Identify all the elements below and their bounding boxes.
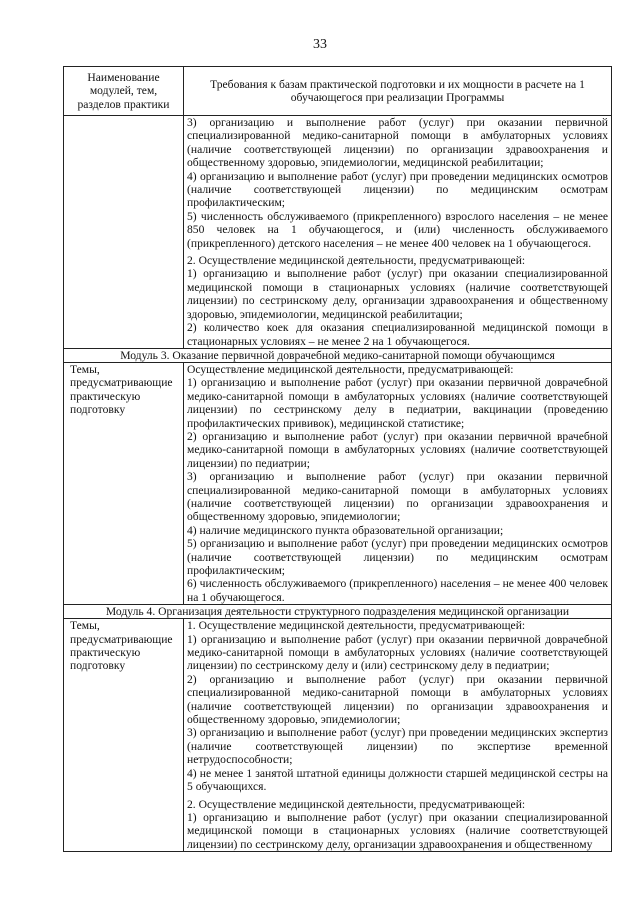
module-3-requirements-cell xyxy=(184,362,612,604)
row-left-cell xyxy=(64,116,184,349)
list-item: 1) организацию и выполнение работ (услуг) при оказании первичной доврачебной медико-санитарной помощи в амбулаторных условиях (наличие соответствующей лицензии) по сестринскому делу в педиатрии, вакцинации (проведению профилактических прививок), медицинской статистике; xyxy=(187,376,608,430)
header-col-requirements: Требования к базам практической подготовки и их мощности в расчете на 1 обучающегося при реализации Программы xyxy=(184,67,612,116)
table-header-row xyxy=(64,67,612,116)
list-item: 3) организацию и выполнение работ (услуг) при проведении медицинских экспертиз (наличие соответствующей лицензии) по экспертизе временной нетрудоспособности; xyxy=(187,726,608,767)
list-item: 4) наличие медицинского пункта образовательной организации; xyxy=(187,523,504,537)
module-4-topics-label: Темы, предусматривающие практическую подготовку xyxy=(64,619,184,852)
row-requirements-cell xyxy=(184,116,612,349)
list-item: Осуществление медицинской деятельности, предусматривающей: xyxy=(187,362,514,376)
module-4-requirements-cell xyxy=(184,619,612,852)
table-row xyxy=(64,619,612,852)
list-item: 3) организацию и выполнение работ (услуг) при оказании первичной специализированной медико-санитарной помощи в амбулаторных условиях (наличие соответствующей лицензии) по организации здравоохранения и общественному здоровью, эпидемиологии, медицинской реабилитации; xyxy=(187,116,608,170)
list-item: 1. Осуществление медицинской деятельности, предусматривающей: xyxy=(187,619,526,633)
list-item: 5) организацию и выполнение работ (услуг) при проведении медицинских осмотров (наличие соответствующей лицензии) по медицинским осмотрам профилактическим; xyxy=(187,537,608,577)
table-row xyxy=(64,362,612,604)
list-item: 2) организацию и выполнение работ (услуг) при оказании первичной врачебной медико-санитарной помощи в амбулаторных условиях (наличие соответствующей лицензии) по педиатрии; xyxy=(187,429,608,470)
list-item: 2) организацию и выполнение работ (услуг) при оказании первичной специализированной медико-санитарной помощи в амбулаторных условиях (наличие соответствующей лицензии) по организации здравоохранения и общественному здоровью, эпидемиологии; xyxy=(187,672,608,727)
header-col-modules: Наименование модулей, тем, разделов практики xyxy=(64,67,184,116)
list-item: 5) численность обслуживаемого (прикрепленного) взрослого населения – не менее 850 человек на 1 обучающегося, и (или) численность обслуживаемого (прикрепленного) детского населения – не менее 400 человек на 1 обучающегося. xyxy=(187,209,608,250)
module-4-title-row xyxy=(64,605,612,619)
list-item: 4) не менее 1 занятой штатной единицы должности старшей медицинской сестры на 5 обучающихся. xyxy=(187,766,608,794)
module-4-title: Модуль 4. Организация деятельности структурного подразделения медицинской организации xyxy=(64,605,612,619)
list-item: 3) организацию и выполнение работ (услуг) при оказании первичной специализированной медико-санитарной помощи в амбулаторных условиях (наличие соответствующей лицензии) по организации здравоохранения и общественному здоровью, эпидемиологии; xyxy=(187,470,608,524)
requirements-table xyxy=(63,66,612,852)
list-item: 1) организацию и выполнение работ (услуг) при оказании первичной доврачебной медико-санитарной помощи в амбулаторных условиях (наличие соответствующей лицензии) по сестринскому делу и (или) сестринскому делу в педиатрии; xyxy=(187,632,608,673)
module-3-title: Модуль 3. Оказание первичной доврачебной медико-санитарной помощи обучающимся xyxy=(64,348,612,362)
module-3-title-row xyxy=(64,348,612,362)
table-row xyxy=(64,116,612,349)
module-3-topics-label: Темы, предусматривающие практическую подготовку xyxy=(64,362,184,604)
list-item: 6) численность обслуживаемого (прикрепленного) населения – не менее 400 человек на 1 обучающегося. xyxy=(187,577,608,604)
page-number: 33 xyxy=(313,37,327,52)
list-item: 1) организацию и выполнение работ (услуг) при оказании специализированной медицинской помощи в стационарных условиях (наличие соответствующей лицензии) по сестринскому делу, организации здравоохранения и общественному здоровью, эпидемиологии, медицинской реабилитации; xyxy=(187,267,608,321)
list-item: 2. Осуществление медицинской деятельности, предусматривающей: xyxy=(187,254,526,268)
list-item: 4) организацию и выполнение работ (услуг) при проведении медицинских осмотров (наличие соответствующей лицензии) по медицинским осмотрам профилактическим; xyxy=(187,169,608,210)
list-item: 2. Осуществление медицинской деятельности, предусматривающей: xyxy=(187,797,526,811)
list-item: 2) количество коек для оказания специализированной медицинской помощи в стационарных условиях – не менее 2 на 1 обучающегося. xyxy=(187,321,608,348)
list-item: 1) организацию и выполнение работ (услуг) при оказании специализированной медицинской помощи в стационарных условиях (наличие соответствующей лицензии) по сестринскому делу, организации здравоохранения и общественному xyxy=(187,810,608,851)
